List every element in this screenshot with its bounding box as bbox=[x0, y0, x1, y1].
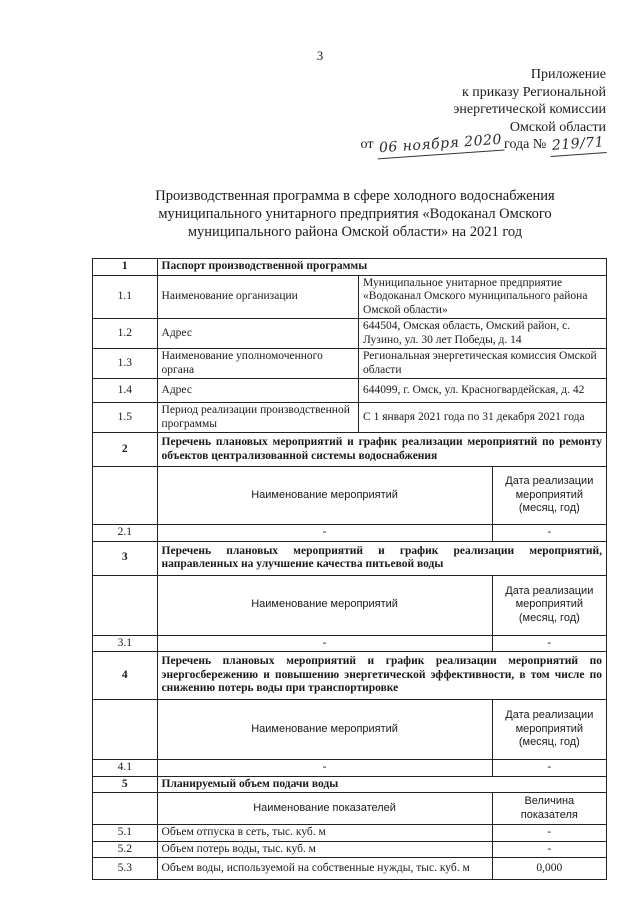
order-date-line bbox=[360, 131, 606, 157]
row-value: Муниципальное унитарное предприятие «Водоканал Омского муниципального района Омской области» bbox=[359, 275, 607, 319]
empty-cell bbox=[93, 575, 158, 635]
row-value: С 1 января 2021 года по 31 декабря 2021 года bbox=[359, 403, 607, 433]
column-header-name: Наименование показателей bbox=[157, 793, 492, 825]
row-name: Объем воды, используемой на собственные нужды, тыс. куб. м bbox=[157, 858, 492, 880]
section-title: Планируемый объем подачи воды bbox=[157, 776, 606, 793]
section-title: Перечень плановых мероприятий и график реализации мероприятий по ремонту объектов централизованной системы водоснабжения bbox=[157, 433, 606, 467]
row-value: - bbox=[492, 841, 606, 858]
row-name: Объем потерь воды, тыс. куб. м bbox=[157, 841, 492, 858]
appendix-line: Приложение bbox=[530, 67, 606, 82]
section-number: 1 bbox=[93, 259, 158, 276]
handwritten-year: 2020 bbox=[463, 131, 503, 151]
section-row-1 bbox=[93, 259, 607, 276]
row-number: 1.3 bbox=[93, 349, 158, 379]
order-prefix: от bbox=[360, 137, 374, 152]
appendix-header bbox=[361, 66, 606, 155]
title-line: муниципального унитарного предприятия «Водоканал Омского bbox=[158, 206, 552, 222]
section-title: Перечень плановых мероприятий и график реализации мероприятий, направленных на улучшение качества питьевой воды bbox=[157, 541, 606, 575]
section-row-3 bbox=[93, 541, 607, 575]
handwritten-day-month: 06 ноября bbox=[378, 134, 460, 157]
table-row bbox=[93, 403, 607, 433]
section-number: 2 bbox=[93, 433, 158, 467]
row-value: 0,000 bbox=[492, 858, 606, 880]
row-label: Наименование уполномоченного органа bbox=[157, 349, 359, 379]
title-line: Производственная программа в сфере холодного водоснабжения bbox=[155, 188, 555, 204]
row-name: - bbox=[157, 760, 492, 777]
table-header-row bbox=[93, 793, 607, 825]
row-number: 2.1 bbox=[93, 525, 158, 542]
row-label: Наименование организации bbox=[157, 275, 359, 319]
empty-cell bbox=[93, 793, 158, 825]
row-number: 1.5 bbox=[93, 403, 158, 433]
section-number: 5 bbox=[93, 776, 158, 793]
table-row bbox=[93, 349, 607, 379]
table-header-row bbox=[93, 467, 607, 525]
row-value: - bbox=[492, 825, 606, 842]
section-title: Перечень плановых мероприятий и график реализации мероприятий по энергосбережению и повышению энергетической эффективности, в том числе по снижению потерь воды при транспортировке bbox=[157, 652, 606, 700]
column-header-date: Дата реализации мероприятий (месяц, год) bbox=[492, 467, 606, 525]
row-number: 5.2 bbox=[93, 841, 158, 858]
column-header-name: Наименование мероприятий bbox=[157, 575, 492, 635]
row-value: 644099, г. Омск, ул. Красногвардейская, д. 42 bbox=[359, 379, 607, 403]
row-number: 4.1 bbox=[93, 760, 158, 777]
row-number: 1.1 bbox=[93, 275, 158, 319]
empty-cell bbox=[93, 700, 158, 760]
column-header-date: Дата реализации мероприятий (месяц, год) bbox=[492, 700, 606, 760]
appendix-line: к приказу Региональной bbox=[461, 84, 606, 100]
column-header-name: Наименование мероприятий bbox=[157, 700, 492, 760]
table-row bbox=[93, 319, 607, 349]
section-number: 3 bbox=[93, 541, 158, 575]
section-title: Паспорт производственной программы bbox=[157, 259, 606, 276]
row-label: Адрес bbox=[157, 379, 359, 403]
row-number: 1.4 bbox=[93, 379, 158, 403]
empty-cell bbox=[93, 467, 158, 525]
section-row-4 bbox=[93, 652, 607, 700]
table-row bbox=[93, 379, 607, 403]
row-number: 1.2 bbox=[93, 319, 158, 349]
table-row bbox=[93, 525, 607, 542]
section-row-2 bbox=[93, 433, 607, 467]
table-row bbox=[93, 635, 607, 652]
table-row bbox=[93, 858, 607, 880]
section-number: 4 bbox=[93, 652, 158, 700]
column-header-date: Дата реализации мероприятий (месяц, год) bbox=[492, 575, 606, 635]
table-row bbox=[93, 825, 607, 842]
row-value: Региональная энергетическая комиссия Омской области bbox=[359, 349, 607, 379]
page-number: 3 bbox=[316, 48, 324, 63]
row-number: 5.1 bbox=[93, 825, 158, 842]
row-name: - bbox=[157, 635, 492, 652]
handwritten-order-date bbox=[376, 132, 504, 159]
row-number: 5.3 bbox=[93, 858, 158, 880]
row-name: Объем отпуска в сеть, тыс. куб. м bbox=[157, 825, 492, 842]
table-row bbox=[93, 841, 607, 858]
table-header-row bbox=[93, 575, 607, 635]
row-name: - bbox=[157, 525, 492, 542]
table-header-row bbox=[93, 700, 607, 760]
row-date: - bbox=[492, 525, 606, 542]
appendix-line: Омской области bbox=[509, 119, 606, 135]
table-row bbox=[93, 760, 607, 777]
row-date: - bbox=[492, 760, 606, 777]
table-row bbox=[93, 275, 607, 319]
handwritten-order-number: 219/71 bbox=[549, 134, 606, 156]
column-header-value: Величина показателя bbox=[492, 793, 606, 825]
column-header-name: Наименование мероприятий bbox=[157, 467, 492, 525]
row-value: 644504, Омская область, Омский район, с. Лузино, ул. 30 лет Победы, д. 14 bbox=[359, 319, 607, 349]
row-number: 3.1 bbox=[93, 635, 158, 652]
document-title bbox=[60, 187, 640, 241]
row-label: Адрес bbox=[157, 319, 359, 349]
row-date: - bbox=[492, 635, 606, 652]
program-table bbox=[92, 258, 607, 880]
row-label: Период реализации производственной программы bbox=[157, 403, 359, 433]
section-row-5 bbox=[93, 776, 607, 793]
order-mid: года № bbox=[504, 137, 547, 152]
title-line: муниципального района Омской области» на 2021 год bbox=[187, 224, 523, 240]
appendix-line: энергетической комиссии bbox=[453, 102, 606, 117]
